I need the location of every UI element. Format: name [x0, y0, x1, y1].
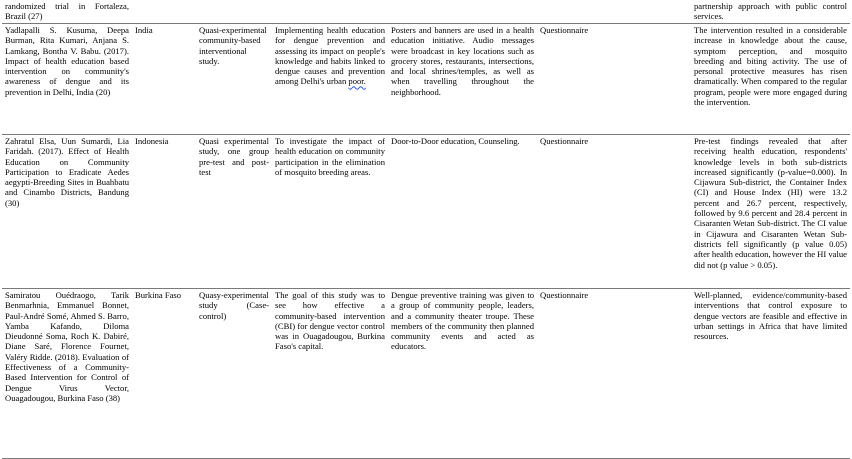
objective-cell [272, 0, 388, 24]
country-cell: India [132, 24, 196, 135]
outcome-cell: partnership approach with public control services. [691, 0, 850, 24]
instrument-cell: Questionnaire [537, 24, 691, 135]
study-cell: Zahratul Elsa, Uun Sumardi, Lia Faridah. (2017). Effect of Health Education on Community Participation to Eradicate Aedes aegypti-Breeding Sites in Buahbatu and Cinambo Districts, Bandung (30) [2, 135, 132, 289]
design-cell: Quasi-experimental community-based interventional study. [196, 24, 272, 135]
instrument-cell [537, 0, 691, 24]
study-cell: Samiratou Ouédraogo, Tarik Benmarhnia, Emmanuel Bonnet, Paul-André Somé, Ahmed S. Barro, Yamba Kafando, Diloma Dieudonné Soma, Roch K. Dabiré, Diane Saré, Florence Fournet, Valéry Ridde. (2018). Evaluation of Effectiveness of a Community-Based Intervention for Control of Dengue Virus Vector, Ouagadougou, Burkina Faso (38) [2, 289, 132, 459]
table-row [2, 135, 850, 289]
intervention-cell [388, 0, 537, 24]
objective-cell: To investigate the impact of health education on community participation in the elimination of mosquito breeding areas. [272, 135, 388, 289]
outcome-cell: Pre-test findings revealed that after receiving health education, respondents' knowledge levels in both sub-districts increased significantly (p-value=0.000). In Cijawura Sub-district, the Container Index (CI) and House Index (HI) were 13.2 percent and 26.7 percent, respectively, followed by 9.6 percent and 28.4 percent in Cisaranten Wetan Sub-district. The CI value in Cijawura and Cisaranten Wetan Sub-districts fell significantly (p value 0.05) after health education, however the HI value did not (p value > 0.05). [691, 135, 850, 289]
outcome-cell: The intervention resulted in a considerable increase in knowledge about the cause, symptom perception, and mosquito breeding and biting activity. The use of personal protective measures has risen dramatically. When compared to the regular program, people were more engaged during the intervention. [691, 24, 850, 135]
design-cell [196, 0, 272, 24]
intervention-cell: Dengue preventive training was given to a group of community people, leaders, and a community theater troupe. These members of the community then planned community events and acted as educators. [388, 289, 537, 459]
outcome-cell: Well-planned, evidence/community-based interventions that control exposure to dengue vectors are feasible and effective in urban settings in Africa that have limited resources. [691, 289, 850, 459]
intervention-cell: Door-to-Door education, Counseling. [388, 135, 537, 289]
study-cell: randomized trial in Fortaleza, Brazil (27) [2, 0, 132, 24]
instrument-cell: Questionnaire [537, 289, 691, 459]
review-table [2, 0, 850, 459]
objective-text: Implementing health education for dengue prevention and assessing its impact on people's knowledge and habits linked to dengue causes and prevention among Delhi's urban [275, 25, 385, 87]
table-row [2, 0, 850, 24]
study-cell: Yadlapalli S. Kusuma, Deepa Burman, Rita Kumari, Anjana S. Lamkang, Bontha V. Babu. (2017). Impact of health education based intervention on community's awareness of dengue and its prevention in Delhi, India (20) [2, 24, 132, 135]
design-cell: Quasy-experimental study (Case-control) [196, 289, 272, 459]
design-cell: Quasi experimental study, one group pre-test and post-test [196, 135, 272, 289]
country-cell: Indonesia [132, 135, 196, 289]
intervention-cell: Posters and banners are used in a health education initiative. Audio messages were broadcast in key locations such as grocery stores, restaurants, intersections, and local shrines/temples, as well as when travelling throughout the neighborhood. [388, 24, 537, 135]
spellcheck-flagged-word: poor. [348, 76, 366, 87]
table-row [2, 289, 850, 459]
instrument-cell: Questionnaire [537, 135, 691, 289]
objective-cell: The goal of this study was to see how effective a community-based intervention (CBI) for dengue vector control was in Ouagadougou, Burkina Faso's capital. [272, 289, 388, 459]
country-cell: Burkina Faso [132, 289, 196, 459]
table-row [2, 24, 850, 135]
objective-cell [272, 24, 388, 135]
country-cell [132, 0, 196, 24]
